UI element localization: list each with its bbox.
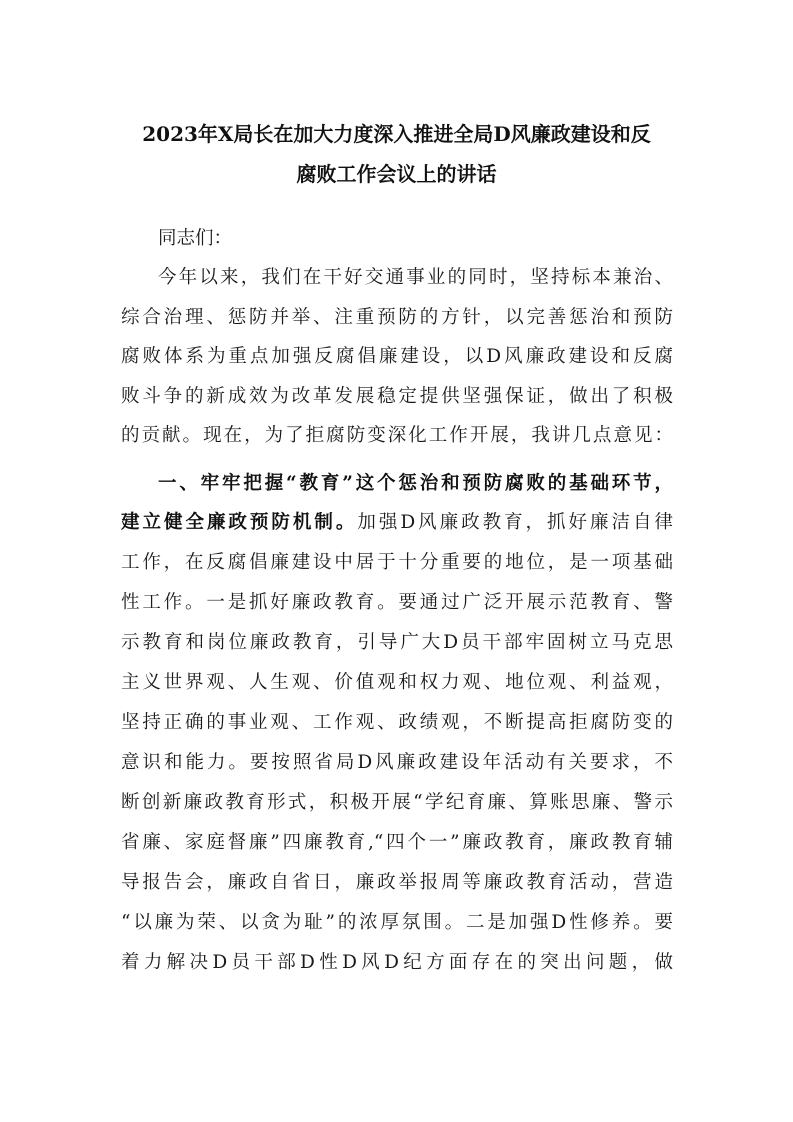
paragraph-line: 着力解决D员干部D性D风D纪方面存在的突出问题，做 bbox=[121, 952, 673, 973]
paragraph-line: 主义世界观、人生观、价值观和权力观、地位观、利益观， bbox=[121, 672, 673, 693]
paragraph-line: “以廉为荣、以贪为耻”的浓厚氛围。二是加强D性修养。要 bbox=[121, 912, 673, 933]
paragraph-line: 导报告会，廉政自省日，廉政举报周等廉政教育活动，营造 bbox=[121, 872, 673, 893]
paragraph-line: 今年以来，我们在干好交通事业的同时，坚持标本兼治、 bbox=[158, 267, 673, 288]
paragraph-line-mixed bbox=[121, 510, 673, 536]
paragraph-line: 败斗争的新成效为改革发展稳定提供坚强保证，做出了积极 bbox=[121, 386, 673, 407]
paragraph-line: 示教育和岗位廉政教育，引导广大D员干部牢固树立马克思 bbox=[121, 632, 673, 653]
salutation: 同志们： bbox=[158, 228, 233, 249]
section-body-start: 加强D风廉政教育，抓好廉洁自律 bbox=[357, 512, 673, 533]
paragraph-line: 意识和能力。要按照省局D风廉政建设年活动有关要求，不 bbox=[121, 752, 673, 773]
document-title-line-1: 2023年X局长在加大力度深入推进全局D风廉政建设和反 bbox=[142, 122, 651, 146]
paragraph-line: 性工作。一是抓好廉政教育。要通过广泛开展示范教育、警 bbox=[121, 592, 673, 613]
paragraph-line: 断创新廉政教育形式，积极开展“学纪育廉、算账思廉、警示 bbox=[121, 792, 673, 813]
section-heading-line: 一、牢牢把握“教育”这个惩治和预防腐败的基础环节， bbox=[158, 473, 673, 494]
paragraph-line: 坚持正确的事业观、工作观、政绩观，不断提高拒腐防变的 bbox=[121, 712, 673, 733]
paragraph-line: 工作，在反腐倡廉建设中居于十分重要的地位，是一项基础 bbox=[121, 552, 673, 573]
document-title-line-2: 腐败工作会议上的讲话 bbox=[296, 162, 497, 186]
paragraph-line: 的贡献。现在，为了拒腐防变深化工作开展，我讲几点意见： bbox=[121, 425, 673, 446]
section-heading-tail: 建立健全廉政预防机制。 bbox=[121, 512, 358, 533]
paragraph-line: 综合治理、惩防并举、注重预防的方针，以完善惩治和预防 bbox=[121, 307, 673, 328]
paragraph-line: 省廉、家庭督廉”四廉教育,“四个一”廉政教育，廉政教育辅 bbox=[121, 832, 673, 853]
paragraph-line: 腐败体系为重点加强反腐倡廉建设，以D风廉政建设和反腐 bbox=[121, 346, 673, 367]
